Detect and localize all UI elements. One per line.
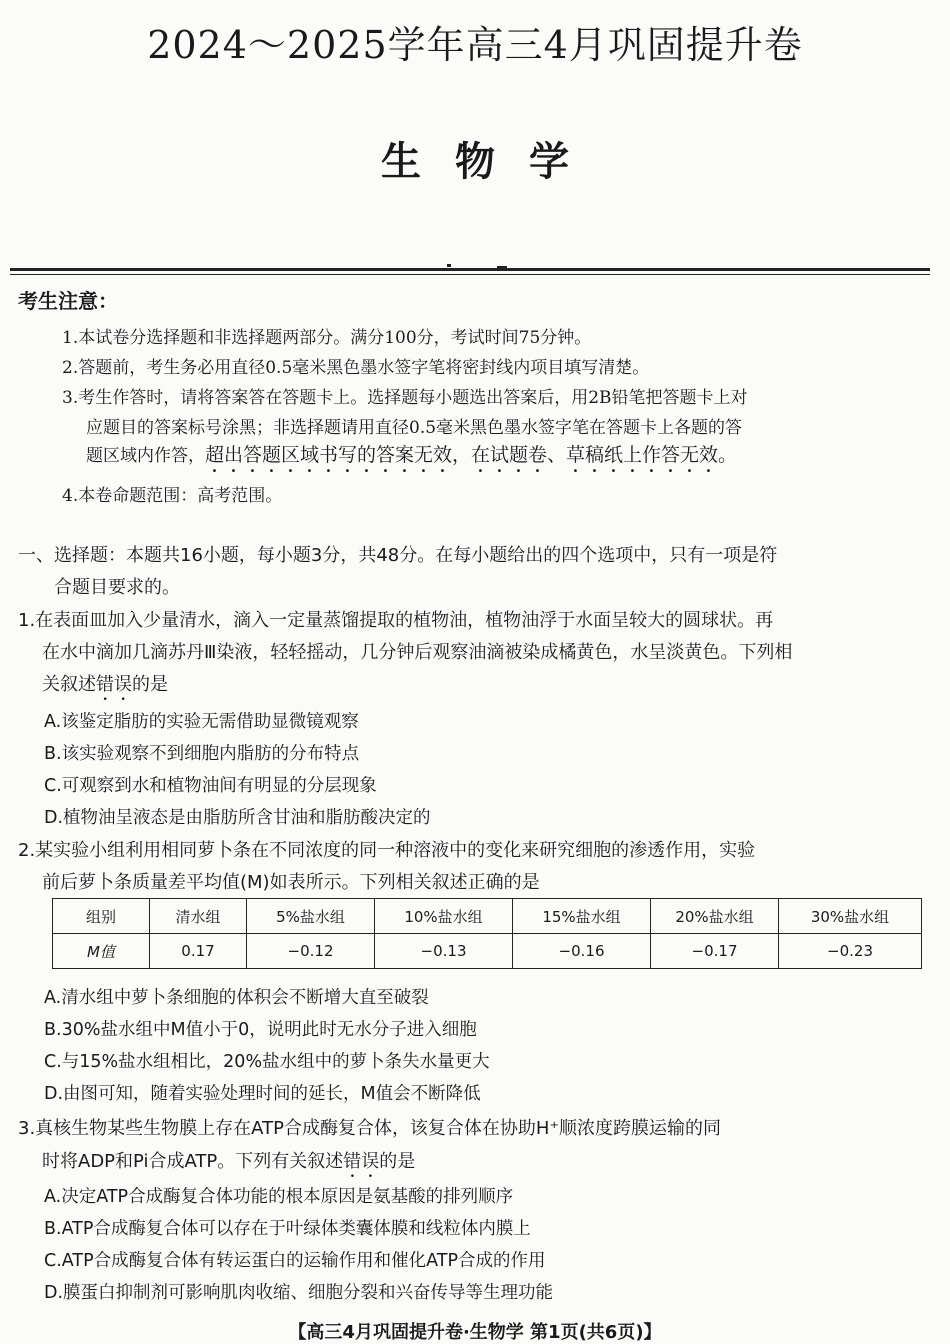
- section-heading-line-1: 一、选择题：本题共16小题，每小题3分，共48分。在每小题给出的四个选项中，只有一项是符: [18, 545, 778, 566]
- notice-emphasis: 超出答题区域书写的答案无效，在试题卷、草稿纸上作答无效。: [205, 444, 738, 466]
- rule-mark: [447, 264, 451, 267]
- notice-item-3-line-3-prefix: 题区域内作答，: [86, 446, 205, 466]
- table-header-cell: 组别: [53, 899, 150, 934]
- table-header-row: [53, 899, 922, 934]
- table-header-cell: 15%盐水组: [513, 899, 651, 934]
- table-cell: −0.23: [779, 934, 922, 969]
- q2-stem-line-2: 前后萝卜条质量差平均值(M)如表所示。下列相关叙述正确的是: [42, 872, 540, 893]
- table-header-cell: 30%盐水组: [779, 899, 922, 934]
- q2-data-table: [52, 898, 922, 969]
- table-row: [53, 934, 922, 969]
- header-rule-thick: [10, 268, 930, 271]
- table-cell: M值: [53, 934, 150, 969]
- q3-option-a: A.决定ATP合成酶复合体功能的根本原因是氨基酸的排列顺序: [44, 1187, 514, 1207]
- notice-item-4: 4.本卷命题范围：高考范围。: [62, 486, 283, 506]
- page-footer: 【高三4月巩固提升卷·生物学 第1页(共6页)】: [288, 1322, 662, 1343]
- q1-emphasis: 错误: [96, 674, 132, 695]
- subject-title: 生物学: [381, 138, 603, 185]
- notice-item-1: 1.本试卷分选择题和非选择题两部分。满分100分，考试时间75分钟。: [62, 328, 592, 348]
- q3-stem-line-1: 3.真核生物某些生物膜上存在ATP合成酶复合体，该复合体在协助H⁺顺浓度跨膜运输的同: [18, 1118, 721, 1139]
- q3-option-b: B.ATP合成酶复合体可以存在于叶绿体类囊体膜和线粒体内膜上: [44, 1219, 531, 1239]
- q1-option-d: D.植物油呈液态是由脂肪所含甘油和脂肪酸决定的: [44, 808, 431, 828]
- q2-option-b: B.30%盐水组中M值小于0，说明此时无水分子进入细胞: [44, 1020, 477, 1040]
- q1-stem-suffix: 的是: [132, 674, 168, 695]
- table-cell: −0.13: [375, 934, 513, 969]
- q1-option-c: C.可观察到水和植物油间有明显的分层现象: [44, 776, 377, 796]
- q3-option-d: D.膜蛋白抑制剂可影响肌肉收缩、细胞分裂和兴奋传导等生理功能: [44, 1283, 554, 1303]
- table-header-cell: 10%盐水组: [375, 899, 513, 934]
- header-rule-thin: [10, 274, 930, 275]
- q2-option-a: A.清水组中萝卜条细胞的体积会不断增大直至破裂: [44, 988, 429, 1008]
- q1-option-b: B.该实验观察不到细胞内脂肪的分布特点: [44, 744, 360, 764]
- notice-item-2: 2.答题前，考生务必用直径0.5毫米黑色墨水签字笔将密封线内项目填写清楚。: [62, 358, 650, 378]
- q3-stem-suffix: 的是: [379, 1151, 416, 1172]
- table-header-cell: 5%盐水组: [247, 899, 375, 934]
- q2-option-d: D.由图可知，随着实验处理时间的延长，M值会不断降低: [44, 1084, 481, 1104]
- table-header-cell: 清水组: [150, 899, 247, 934]
- table-header-cell: 20%盐水组: [651, 899, 779, 934]
- rule-mark: [497, 266, 507, 268]
- q2-stem-line-1: 2.某实验小组利用相同萝卜条在不同浓度的同一种溶液中的变化来研究细胞的渗透作用，实验: [18, 840, 756, 861]
- notice-heading: 考生注意：: [18, 289, 118, 313]
- notice-item-3-line-3: [86, 440, 737, 477]
- table-cell: −0.17: [651, 934, 779, 969]
- q1-stem-line-3: [42, 670, 168, 705]
- q3-emphasis: 错误: [343, 1151, 380, 1172]
- q3-stem-prefix: 时将ADP和Pi合成ATP。下列有关叙述: [42, 1151, 344, 1172]
- table-cell: −0.12: [247, 934, 375, 969]
- table-cell: −0.16: [513, 934, 651, 969]
- q1-stem-prefix: 关叙述: [42, 674, 96, 695]
- notice-item-3-line-2: 应题目的答案标号涂黑；非选择题请用直径0.5毫米黑色墨水签字笔在答题卡上各题的答: [86, 418, 743, 438]
- q2-option-c: C.与15%盐水组相比，20%盐水组中的萝卜条失水量更大: [44, 1052, 490, 1072]
- q3-option-c: C.ATP合成酶复合体有转运蛋白的运输作用和催化ATP合成的作用: [44, 1251, 546, 1271]
- q3-stem-line-2: [42, 1147, 415, 1182]
- q1-stem-line-2: 在水中滴加几滴苏丹Ⅲ染液，轻轻摇动，几分钟后观察油滴被染成橘黄色，水呈淡黄色。下列相: [42, 642, 793, 663]
- q1-stem-line-1: 1.在表面皿加入少量清水，滴入一定量蒸馏提取的植物油，植物油浮于水面呈较大的圆球状。再: [18, 610, 774, 631]
- exam-title: 2024～2025学年高三4月巩固提升卷: [147, 23, 803, 67]
- notice-item-3-line-1: 3.考生作答时，请将答案答在答题卡上。选择题每小题选出答案后，用2B铅笔把答题卡上对: [62, 388, 748, 408]
- q1-option-a: A.该鉴定脂肪的实验无需借助显微镜观察: [44, 712, 359, 732]
- table-cell: 0.17: [150, 934, 247, 969]
- section-heading-line-2: 合题目要求的。: [54, 577, 180, 598]
